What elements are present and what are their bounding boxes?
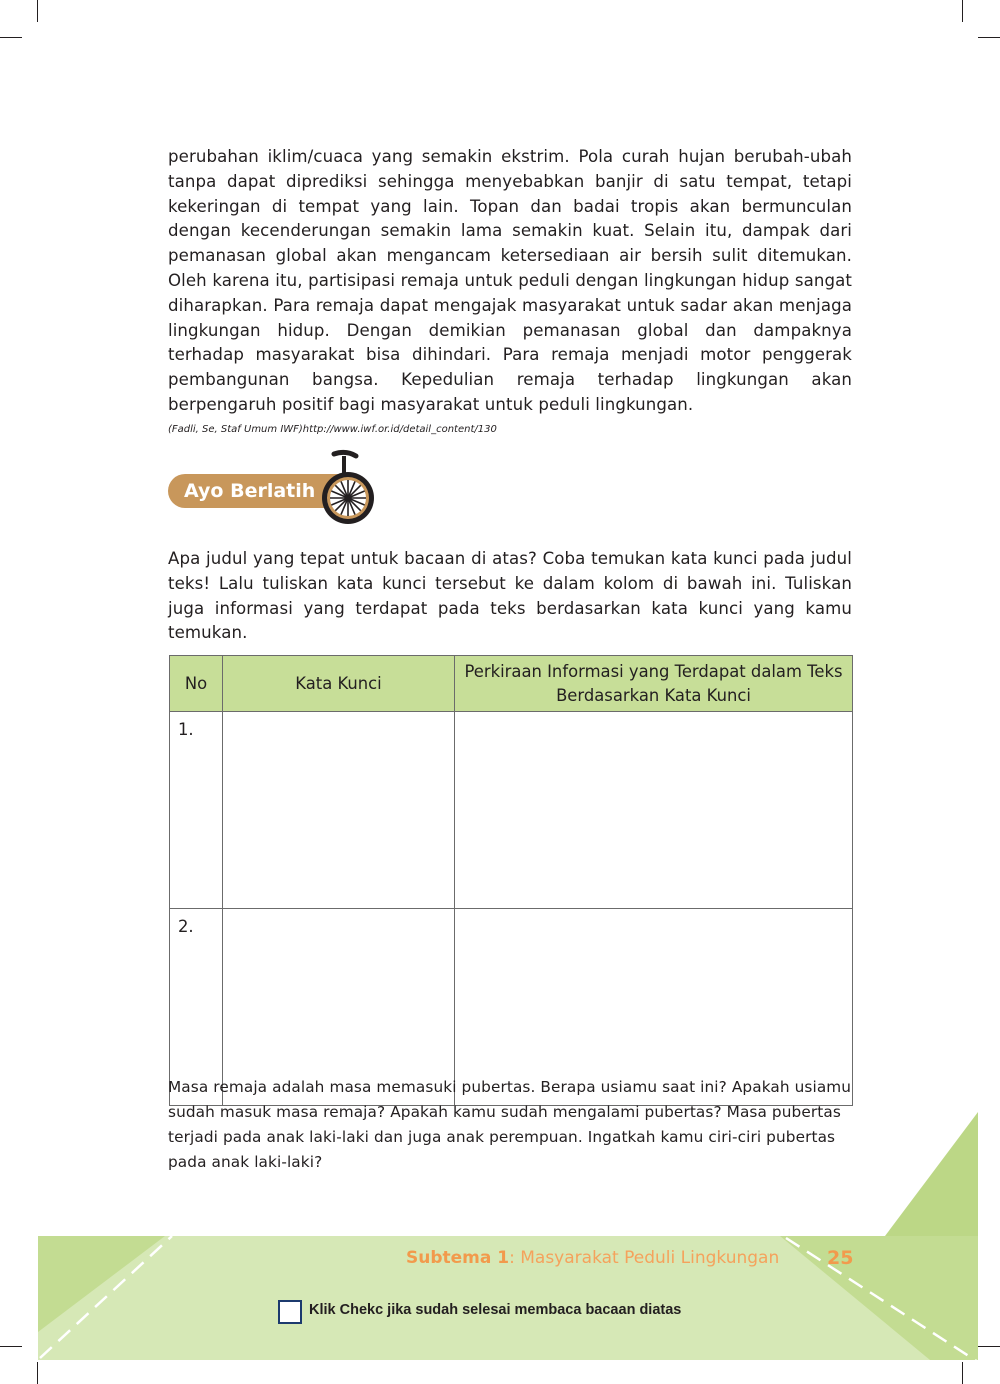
footer-band	[0, 1100, 1000, 1384]
puberty-note: Masa remaja adalah masa memasuki pubertas. Berapa usiamu saat ini? Apakah usiamu sudah masuk masa remaja? Apakah kamu sudah mengalami pubertas? Masa pubertas terjadi pada anak laki-laki dan juga anak perempuan. Ingatkah kamu ciri-ciri pubertas pada anak laki-laki?	[168, 1078, 852, 1171]
table-row	[170, 712, 853, 909]
header-info: Perkiraan Informasi yang Terdapat dalam Teks Berdasarkan Kata Kunci	[455, 656, 853, 712]
table-header-row	[170, 656, 853, 712]
read-checkbox-label: Klik Chekc jika sudah selesai membaca bacaan diatas	[309, 1302, 682, 1318]
crop-mark	[962, 0, 963, 22]
footer-subtheme	[406, 1248, 779, 1268]
info-cell[interactable]	[455, 712, 853, 909]
unicycle-icon	[316, 448, 380, 528]
crop-mark	[37, 0, 38, 22]
article-source: (Fadli, Se, Staf Umum IWF)http://www.iwf.or.id/detail_content/130	[168, 424, 497, 435]
read-checkbox[interactable]	[278, 1300, 302, 1324]
crop-mark	[978, 37, 1000, 38]
keyword-cell[interactable]	[223, 712, 455, 909]
header-no: No	[170, 656, 223, 712]
row-number: 1.	[170, 712, 223, 909]
exercise-instructions: Apa judul yang tepat untuk bacaan di atas? Coba temukan kata kunci pada judul teks! Lalu tuliskan kata kunci tersebut ke dalam kolom di bawah ini. Tuliskan juga informasi yang terdapat pada teks berdasarkan kata kunci yang kamu temukan.	[168, 549, 852, 643]
subtheme-label: Subtema 1	[406, 1248, 510, 1268]
exercise-title: Ayo Berlatih	[184, 480, 316, 502]
header-keyword: Kata Kunci	[223, 656, 455, 712]
article-paragraph: perubahan iklim/cuaca yang semakin ekstrim. Pola curah hujan berubah-ubah tanpa dapat diprediksi sehingga menyebabkan banjir di satu tempat, tetapi kekeringan di tempat yang lain. Topan dan badai tropis akan bermunculan dengan kecenderungan semakin lama semakin kuat. Selain itu, dampak dari pemanasan global akan mengancam ketersediaan air bersih sulit ditemukan. Oleh karena itu, partisipasi remaja untuk peduli dengan lingkungan hidup sangat diharapkan. Para remaja dapat mengajak masyarakat untuk sadar akan menjaga lingkungan hidup. Dengan demikian pemanasan global dan dampaknya terhadap masyarakat bisa dihindari. Para remaja menjadi motor penggerak pembangunan bangsa. Kepedulian remaja terhadap lingkungan akan berpengaruh positif bagi masyarakat untuk peduli lingkungan.	[168, 147, 852, 414]
subtheme-title: : Masyarakat Peduli Lingkungan	[509, 1248, 780, 1268]
page-number: 25	[827, 1247, 854, 1269]
keyword-table	[169, 655, 853, 1106]
row-number: 2.	[170, 909, 223, 1106]
crop-mark	[0, 37, 22, 38]
